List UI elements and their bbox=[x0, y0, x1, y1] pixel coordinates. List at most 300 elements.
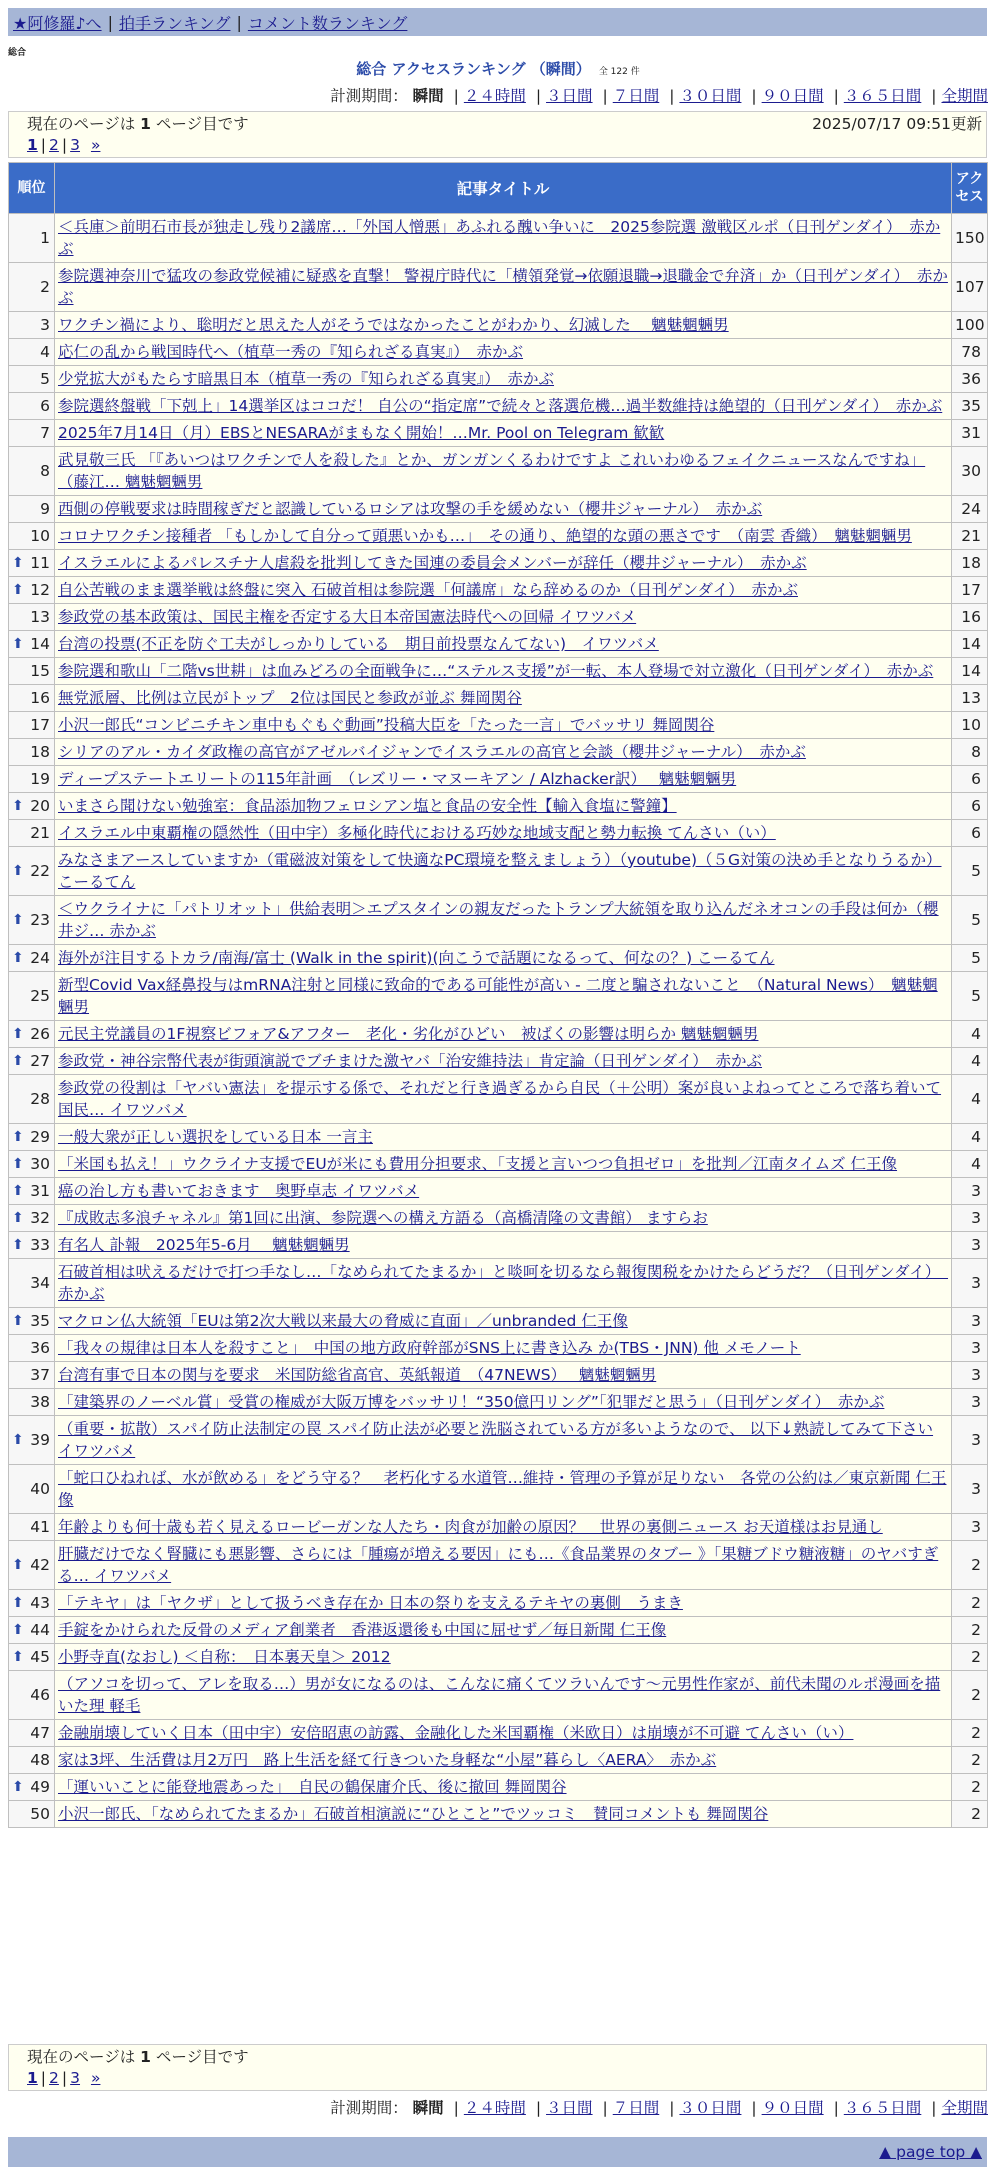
title-cell bbox=[55, 339, 952, 366]
article-link[interactable]: （重要・拡散）スパイ防止法制定の罠 スパイ防止法が必要と洗脳されている方が多いようなので、 以下↓熟読してみて下さい イワツバメ bbox=[58, 1420, 934, 1460]
title-cell bbox=[55, 1335, 952, 1362]
article-link[interactable]: 石破首相は吠えるだけで打つ手なし…「なめられてたまるか」と啖呵を切るなら報復関税をかけたらどうだ？（日刊ゲンダイ） 赤かぶ bbox=[58, 1263, 949, 1303]
rank-cell bbox=[9, 1617, 55, 1644]
rank-cell bbox=[9, 847, 55, 896]
footer-bar bbox=[8, 2137, 987, 2167]
access-count: 17 bbox=[952, 577, 988, 604]
rank-cell bbox=[9, 1205, 55, 1232]
rank-cell bbox=[9, 366, 55, 393]
title-cell bbox=[55, 820, 952, 847]
rank-up-arrow-icon: ⬆ bbox=[12, 1313, 24, 1329]
rank-number: 27 bbox=[30, 1052, 50, 1070]
access-count: 10 bbox=[952, 712, 988, 739]
article-link[interactable]: 少党拡大がもたらす暗黒日本（植草一秀の『知られざる真実』） 赤かぶ bbox=[58, 370, 555, 388]
title-cell bbox=[55, 550, 952, 577]
article-link[interactable]: イスラエル中東覇権の隠然性（田中宇）多極化時代における巧妙な地域支配と勢力転換 てんさい（い） bbox=[58, 824, 776, 842]
table-row bbox=[9, 1801, 988, 1828]
table-row bbox=[9, 712, 988, 739]
rank-up-arrow-icon: ⬆ bbox=[12, 1557, 24, 1573]
title-cell bbox=[55, 1590, 952, 1617]
title-cell bbox=[55, 1308, 952, 1335]
rank-number: 6 bbox=[40, 397, 50, 415]
rank-number: 45 bbox=[30, 1648, 50, 1666]
rank-up-arrow-icon: ⬆ bbox=[12, 1622, 24, 1638]
rank-cell bbox=[9, 1514, 55, 1541]
rank-cell bbox=[9, 1644, 55, 1671]
rank-up-arrow-icon: ⬆ bbox=[12, 1779, 24, 1795]
page-2-link[interactable]: 2 bbox=[49, 2069, 59, 2087]
rank-cell bbox=[9, 339, 55, 366]
rank-number: 25 bbox=[30, 987, 50, 1005]
title-cell bbox=[55, 1259, 952, 1308]
table-row bbox=[9, 393, 988, 420]
article-link[interactable]: 小野寺直(なおし) ＜自称： 日本裏天皇＞ 2012 bbox=[58, 1648, 391, 1666]
rank-cell bbox=[9, 658, 55, 685]
article-link[interactable]: ワクチン禍により、聡明だと思えた人がそうではなかったことがわかり、幻滅した 魑魅魍魎男 bbox=[58, 316, 729, 334]
access-count: 3 bbox=[952, 1308, 988, 1335]
rank-number: 19 bbox=[30, 770, 50, 788]
rank-up-arrow-icon: ⬆ bbox=[12, 863, 24, 879]
title-cell bbox=[55, 766, 952, 793]
title-cell bbox=[55, 896, 952, 945]
access-count: 4 bbox=[952, 1048, 988, 1075]
article-link[interactable]: 「テキヤ」は「ヤクザ」として扱うべき存在か 日本の祭りを支えるテキヤの裏側 うまき bbox=[58, 1594, 683, 1612]
table-row bbox=[9, 604, 988, 631]
rank-number: 10 bbox=[30, 527, 50, 545]
table-row bbox=[9, 793, 988, 820]
table-row bbox=[9, 847, 988, 896]
rank-cell bbox=[9, 1178, 55, 1205]
updated-timestamp: 2025/07/17 09:51更新 bbox=[812, 115, 982, 133]
title-cell bbox=[55, 1151, 952, 1178]
access-count: 3 bbox=[952, 1335, 988, 1362]
rank-up-arrow-icon: ⬆ bbox=[12, 950, 24, 966]
rank-cell bbox=[9, 739, 55, 766]
title-cell bbox=[55, 496, 952, 523]
access-count: 100 bbox=[952, 312, 988, 339]
period-current: 瞬間 bbox=[412, 87, 444, 105]
article-link[interactable]: 金融崩壊していく日本（田中宇）安倍昭恵の訪露、金融化した米国覇権（米欧日）は崩壊が不可避 てんさい（い） bbox=[58, 1724, 854, 1742]
access-count: 6 bbox=[952, 766, 988, 793]
access-count: 35 bbox=[952, 393, 988, 420]
article-link[interactable]: 参政党の役割は「ヤバい憲法」を提示する係で、それだと行き過ぎるから自民（＋公明）案が良いよねってところで落ち着いて国民… イワツバメ bbox=[58, 1079, 942, 1119]
article-link[interactable]: 海外が注目するトカラ/南海/富士 (Walk in the spirit)(向こうで話題になるって、何なの？) こーるてん bbox=[58, 949, 775, 967]
period-30d[interactable]: ３０日間 bbox=[679, 87, 742, 105]
article-link[interactable]: 参院選和歌山「二階vs世耕」は血みどろの全面戦争に…“ステルス支援”が一転、本人登場で対立激化（日刊ゲンダイ） 赤かぶ bbox=[58, 662, 934, 680]
title-cell bbox=[55, 1644, 952, 1671]
rank-cell bbox=[9, 896, 55, 945]
article-link[interactable]: イスラエルによるパレスチナ人虐殺を批判してきた国連の委員会メンバーが辞任（櫻井ジャーナル） 赤かぶ bbox=[58, 554, 807, 572]
period-24h[interactable]: ２４時間 bbox=[463, 2099, 526, 2117]
article-link[interactable]: 肝臓だけでなく腎臓にも悪影響、さらには「腫瘍が増える要因」にも…《食品業界のタブー 》「果糖ブドウ糖液糖」のヤバすぎる… イワツバメ bbox=[58, 1545, 939, 1585]
pager-top: 現在のページは 1 ページ目です 2025/07/17 09:51更新 1 | 2 | 3 » bbox=[8, 111, 987, 158]
table-row bbox=[9, 496, 988, 523]
access-count: 3 bbox=[952, 1259, 988, 1308]
rank-number: 20 bbox=[30, 797, 50, 815]
article-link[interactable]: みなさまアースしていますか（電磁波対策をして快適なPC環境を整えましょう）（youtube)（５G対策の決め手となりうるか）こーるてん bbox=[58, 851, 942, 891]
period-all[interactable]: 全期間 bbox=[941, 87, 988, 105]
table-row bbox=[9, 1021, 988, 1048]
rank-cell bbox=[9, 820, 55, 847]
rank-number: 17 bbox=[30, 716, 50, 734]
rank-up-arrow-icon: ⬆ bbox=[12, 912, 24, 928]
rank-cell bbox=[9, 793, 55, 820]
title-cell bbox=[55, 631, 952, 658]
article-link[interactable]: いまさら聞けない勉強室：食品添加物フェロシアン塩と食品の安全性【輸入食塩に警鐘】 bbox=[58, 797, 677, 815]
rank-cell bbox=[9, 712, 55, 739]
rank-number: 42 bbox=[30, 1556, 50, 1574]
table-row bbox=[9, 1075, 988, 1124]
rank-number: 13 bbox=[30, 608, 50, 626]
access-count: 107 bbox=[952, 263, 988, 312]
page-top-link[interactable]: ▲ page top ▲ bbox=[879, 2143, 982, 2161]
table-row bbox=[9, 1151, 988, 1178]
article-link[interactable]: 有名人 訃報 2025年5-6月 魑魅魍魎男 bbox=[58, 1236, 350, 1254]
next-page-link[interactable]: » bbox=[90, 2069, 101, 2087]
period-365d[interactable]: ３６５日間 bbox=[843, 2099, 922, 2117]
title-cell bbox=[55, 1514, 952, 1541]
article-link[interactable]: 武見敬三氏 「『あいつはワクチンで人を殺した』とか、ガンガンくるわけですよ これいわゆるフェイクニュースなんですね」（藤江… 魑魅魍魎男 bbox=[58, 451, 926, 491]
access-count: 4 bbox=[952, 1151, 988, 1178]
table-row bbox=[9, 420, 988, 447]
title-cell bbox=[55, 1232, 952, 1259]
access-count: 30 bbox=[952, 447, 988, 496]
access-count: 150 bbox=[952, 214, 988, 263]
rank-number: 44 bbox=[30, 1621, 50, 1639]
rank-cell bbox=[9, 1416, 55, 1465]
page-status: 現在のページは 1 ページ目です bbox=[27, 2048, 249, 2066]
title-cell bbox=[55, 366, 952, 393]
rank-number: 31 bbox=[30, 1182, 50, 1200]
access-count: 4 bbox=[952, 1075, 988, 1124]
access-count: 14 bbox=[952, 631, 988, 658]
article-link[interactable]: 無党派層、比例は立民がトップ 2位は国民と参政が並ぶ 舞岡関谷 bbox=[58, 689, 522, 707]
rank-cell bbox=[9, 214, 55, 263]
article-link[interactable]: 参政党の基本政策は、国民主権を否定する大日本帝国憲法時代への回帰 イワツバメ bbox=[58, 608, 637, 626]
table-row bbox=[9, 1232, 988, 1259]
rank-number: 28 bbox=[30, 1090, 50, 1108]
rank-up-arrow-icon: ⬆ bbox=[12, 555, 24, 571]
article-link[interactable]: ディープステートエリートの115年計画 （レズリー・マヌーキアン / Alzhacker訳） 魑魅魍魎男 bbox=[58, 770, 737, 788]
access-count: 31 bbox=[952, 420, 988, 447]
rank-number: 11 bbox=[30, 554, 50, 572]
rank-up-arrow-icon: ⬆ bbox=[12, 1432, 24, 1448]
rank-cell bbox=[9, 1232, 55, 1259]
title-cell bbox=[55, 1362, 952, 1389]
article-link[interactable]: 「運いいことに能登地震あった」 自民の鶴保庸介氏、後に撤回 舞岡関谷 bbox=[58, 1778, 567, 1796]
article-link[interactable]: 台湾有事で日本の関与を要求 米国防総省高官、英紙報道 （47NEWS） 魑魅魍魎男 bbox=[58, 1366, 657, 1384]
access-count: 2 bbox=[952, 1747, 988, 1774]
title-cell bbox=[55, 1178, 952, 1205]
rank-cell bbox=[9, 420, 55, 447]
rank-number: 48 bbox=[30, 1751, 50, 1769]
rank-cell bbox=[9, 631, 55, 658]
access-count: 6 bbox=[952, 820, 988, 847]
title-cell bbox=[55, 420, 952, 447]
rank-cell bbox=[9, 523, 55, 550]
rank-number: 1 bbox=[40, 229, 50, 247]
title-cell bbox=[55, 685, 952, 712]
rank-cell bbox=[9, 1774, 55, 1801]
period-365d[interactable]: ３６５日間 bbox=[843, 87, 922, 105]
rank-number: 3 bbox=[40, 316, 50, 334]
page-1-link[interactable]: 1 bbox=[27, 2069, 38, 2087]
title-cell bbox=[55, 1465, 952, 1514]
rank-cell bbox=[9, 1465, 55, 1514]
rank-cell bbox=[9, 577, 55, 604]
page-1-link[interactable]: 1 bbox=[27, 136, 38, 154]
article-link[interactable]: （アソコを切って、アレを取る…）男が女になるのは、こんなに痛くてツラいんです〜元男性作家が、前代未聞のルポ漫画を描いた理 軽毛 bbox=[58, 1675, 941, 1715]
article-link[interactable]: 家は3坪、生活費は月2万円 路上生活を経て行きついた身軽な“小屋”暮らし〈AERA〉 赤かぶ bbox=[58, 1751, 717, 1769]
table-row bbox=[9, 1048, 988, 1075]
table-row bbox=[9, 820, 988, 847]
title-cell bbox=[55, 1021, 952, 1048]
period-bar-top: 計測期間： 瞬間 | ２４時間 | ３日間 | ７日間 | ３０日間 | ９０日間 | ３６５日間 | 全期間 bbox=[330, 87, 988, 105]
period-current: 瞬間 bbox=[412, 2099, 444, 2117]
rank-up-arrow-icon: ⬆ bbox=[12, 1595, 24, 1611]
rank-number: 5 bbox=[40, 370, 50, 388]
article-link[interactable]: 2025年7月14日（月）EBSとNESARAがまもなく開始！…Mr. Pool on Telegram 歓歓 bbox=[58, 424, 665, 442]
article-link[interactable]: シリアのアル・カイダ政権の高官がアゼルバイジャンでイスラエルの高官と会談（櫻井ジャーナル） 赤かぶ bbox=[58, 743, 806, 761]
rank-cell bbox=[9, 1021, 55, 1048]
title-cell bbox=[55, 1416, 952, 1465]
rank-up-arrow-icon: ⬆ bbox=[12, 1210, 24, 1226]
access-count: 5 bbox=[952, 972, 988, 1021]
rank-number: 46 bbox=[30, 1686, 50, 1704]
period-7d[interactable]: ７日間 bbox=[612, 87, 660, 105]
article-link[interactable]: 「建築界のノーベル賞」受賞の権威が大阪万博をバッサリ！“350億円リング”「犯罪だと思う」（日刊ゲンダイ） 赤かぶ bbox=[58, 1393, 885, 1411]
access-count: 2 bbox=[952, 1671, 988, 1720]
article-link[interactable]: 西側の停戦要求は時間稼ぎだと認識しているロシアは攻撃の手を緩めない（櫻井ジャーナル） 赤かぶ bbox=[58, 500, 763, 518]
rank-cell bbox=[9, 685, 55, 712]
rank-number: 50 bbox=[30, 1805, 50, 1823]
table-row bbox=[9, 945, 988, 972]
access-count: 2 bbox=[952, 1617, 988, 1644]
rank-number: 37 bbox=[30, 1366, 50, 1384]
access-count: 5 bbox=[952, 896, 988, 945]
table-row bbox=[9, 896, 988, 945]
next-page-link[interactable]: » bbox=[90, 136, 101, 154]
article-link[interactable]: 参政党・神谷宗幣代表が街頭演説でブチまけた激ヤバ「治安維持法」肯定論（日刊ゲンダイ） 赤かぶ bbox=[58, 1052, 763, 1070]
rank-number: 24 bbox=[30, 949, 50, 967]
article-link[interactable]: 「米国も払え！」ウクライナ支援でEUが米にも費用分担要求、「支援と言いつつ負担ゼロ」を批判／江南タイムズ 仁王像 bbox=[58, 1155, 898, 1173]
article-link[interactable]: コロナワクチン接種者 「もしかして自分って頭悪いかも…」 その通り、絶望的な頭の悪さです （南雲 香織） 魑魅魍魎男 bbox=[58, 527, 912, 545]
article-link[interactable]: 一般大衆が正しい選択をしている日本 一言主 bbox=[58, 1128, 373, 1146]
article-link[interactable]: 応仁の乱から戦国時代へ（植草一秀の『知られざる真実』） 赤かぶ bbox=[58, 343, 524, 361]
access-count: 3 bbox=[952, 1232, 988, 1259]
rank-number: 2 bbox=[40, 278, 50, 296]
comment-ranking-link[interactable]: コメント数ランキング bbox=[247, 13, 408, 33]
rank-cell bbox=[9, 1075, 55, 1124]
rank-number: 49 bbox=[30, 1778, 50, 1796]
table-row bbox=[9, 1416, 988, 1465]
header-access: アクセス bbox=[952, 163, 988, 214]
title-cell bbox=[55, 1124, 952, 1151]
title-cell bbox=[55, 447, 952, 496]
article-link[interactable]: 台湾の投票(不正を防ぐ工夫がしっかりしている 期日前投票なんてない) イワツバメ bbox=[58, 635, 659, 653]
rank-cell bbox=[9, 1335, 55, 1362]
rank-number: 41 bbox=[30, 1518, 50, 1536]
page-2-link[interactable]: 2 bbox=[49, 136, 59, 154]
rank-number: 12 bbox=[30, 581, 50, 599]
access-count: 3 bbox=[952, 1205, 988, 1232]
access-count: 4 bbox=[952, 1021, 988, 1048]
article-link[interactable]: 年齢よりも何十歳も若く見えるロービーガンな人たち・肉食が加齢の原因？ 世界の裏側ニュース お天道様はお見通し bbox=[58, 1518, 883, 1536]
rank-cell bbox=[9, 1590, 55, 1617]
period-30d[interactable]: ３０日間 bbox=[679, 2099, 742, 2117]
title-cell bbox=[55, 972, 952, 1021]
rank-number: 8 bbox=[40, 462, 50, 480]
header-title: 記事タイトル bbox=[55, 163, 952, 214]
rank-cell bbox=[9, 1747, 55, 1774]
table-row bbox=[9, 1389, 988, 1416]
table-row bbox=[9, 214, 988, 263]
article-link[interactable]: 小沢一郎氏“コンビニチキン車中もぐもぐ動画”投稿大臣を「たった一言」でバッサリ 舞岡関谷 bbox=[58, 716, 715, 734]
article-link[interactable]: ＜兵庫＞前明石市長が独走し残り2議席…「外国人憎悪」あふれる醜い争いに 2025参院選 激戦区ルポ（日刊ゲンダイ） 赤かぶ bbox=[58, 218, 941, 258]
rank-up-arrow-icon: ⬆ bbox=[12, 1053, 24, 1069]
rank-cell bbox=[9, 1671, 55, 1720]
rank-number: 47 bbox=[30, 1724, 50, 1742]
item-count: 全 122 件 bbox=[598, 67, 640, 77]
rank-number: 15 bbox=[30, 662, 50, 680]
title-cell bbox=[55, 1617, 952, 1644]
period-90d[interactable]: ９０日間 bbox=[761, 87, 824, 105]
rank-up-arrow-icon: ⬆ bbox=[12, 798, 24, 814]
access-count: 21 bbox=[952, 523, 988, 550]
rank-cell bbox=[9, 945, 55, 972]
table-row bbox=[9, 1465, 988, 1514]
rank-number: 38 bbox=[30, 1393, 50, 1411]
header-rank: 順位 bbox=[9, 163, 55, 214]
article-link[interactable]: 手錠をかけられた反骨のメディア創業者 香港返還後も中国に屈せず／毎日新聞 仁王像 bbox=[58, 1621, 667, 1639]
rank-number: 7 bbox=[40, 424, 50, 442]
article-link[interactable]: 参院選神奈川で猛攻の参政党候補に疑惑を直撃！ 警視庁時代に「横領発覚→依願退職→退職金で弁済」か（日刊ゲンダイ） 赤かぶ bbox=[58, 267, 948, 307]
rank-number: 23 bbox=[30, 911, 50, 929]
period-24h[interactable]: ２４時間 bbox=[463, 87, 526, 105]
rank-cell bbox=[9, 447, 55, 496]
rank-up-arrow-icon: ⬆ bbox=[12, 636, 24, 652]
title-cell bbox=[55, 658, 952, 685]
rank-cell bbox=[9, 312, 55, 339]
article-link[interactable]: マクロン仏大統領「EUは第2次大戦以来最大の脅威に直面」／unbranded 仁王像 bbox=[58, 1312, 628, 1330]
access-count: 6 bbox=[952, 793, 988, 820]
rank-number: 39 bbox=[30, 1431, 50, 1449]
title-cell bbox=[55, 1048, 952, 1075]
clap-ranking-link[interactable]: 拍手ランキング bbox=[118, 13, 231, 33]
title-cell bbox=[55, 739, 952, 766]
article-link[interactable]: 癌の治し方も書いておきます 奥野卓志 イワツバメ bbox=[58, 1182, 420, 1200]
table-row bbox=[9, 447, 988, 496]
rank-cell bbox=[9, 393, 55, 420]
table-row bbox=[9, 1671, 988, 1720]
table-row bbox=[9, 1205, 988, 1232]
period-label: 計測期間： bbox=[330, 87, 408, 105]
title-cell bbox=[55, 393, 952, 420]
page-3-link[interactable]: 3 bbox=[70, 2069, 81, 2087]
article-link[interactable]: 小沢一郎氏、「なめられてたまるか」石破首相演説に“ひとこと”でツッコミ 賛同コメントも 舞岡関谷 bbox=[58, 1805, 769, 1823]
table-row bbox=[9, 366, 988, 393]
table-row bbox=[9, 1178, 988, 1205]
article-link[interactable]: ＜ウクライナに「パトリオット」供給表明＞エプスタインの親友だったトランプ大統領を取り込んだネオコンの手段は何か（櫻井ジ… 赤かぶ bbox=[58, 900, 939, 940]
rank-number: 26 bbox=[30, 1025, 50, 1043]
rank-cell bbox=[9, 1151, 55, 1178]
access-count: 2 bbox=[952, 1774, 988, 1801]
rank-cell bbox=[9, 766, 55, 793]
rank-number: 21 bbox=[30, 824, 50, 842]
table-row bbox=[9, 1362, 988, 1389]
period-all[interactable]: 全期間 bbox=[941, 2099, 988, 2117]
table-row bbox=[9, 339, 988, 366]
rank-number: 33 bbox=[30, 1236, 50, 1254]
page-status: 現在のページは 1 ページ目です bbox=[27, 115, 249, 133]
table-row bbox=[9, 577, 988, 604]
table-row bbox=[9, 1720, 988, 1747]
period-7d[interactable]: ７日間 bbox=[612, 2099, 660, 2117]
period-3d[interactable]: ３日間 bbox=[546, 87, 593, 105]
page-heading bbox=[0, 58, 996, 79]
title-cell bbox=[55, 1671, 952, 1720]
title-cell bbox=[55, 1774, 952, 1801]
rank-up-arrow-icon: ⬆ bbox=[12, 1129, 24, 1145]
period-bar-bottom: 計測期間： 瞬間 | ２４時間 | ３日間 | ７日間 | ３０日間 | ９０日間 | ３６５日間 | 全期間 bbox=[330, 2099, 988, 2117]
table-row bbox=[9, 766, 988, 793]
rank-number: 22 bbox=[30, 862, 50, 880]
access-count: 2 bbox=[952, 1801, 988, 1828]
access-count: 2 bbox=[952, 1590, 988, 1617]
page-3-link[interactable]: 3 bbox=[70, 136, 81, 154]
title-cell bbox=[55, 712, 952, 739]
table-row bbox=[9, 1747, 988, 1774]
article-link[interactable]: 元民主党議員の1F視察ビフォア&アフター 老化・劣化がひどい 被ばくの影響は明らか 魑魅魍魎男 bbox=[58, 1025, 759, 1043]
rank-number: 43 bbox=[30, 1594, 50, 1612]
table-row bbox=[9, 263, 988, 312]
article-link[interactable]: 参院選終盤戦「下剋上」14選挙区はココだ！ 自公の“指定席”で続々と落選危機…過半数維持は絶望的（日刊ゲンダイ） 赤かぶ bbox=[58, 397, 943, 415]
rank-cell bbox=[9, 1048, 55, 1075]
article-link[interactable]: 「我々の規律は日本人を殺すこと」 中国の地方政府幹部がSNS上に書き込み か(TBS・JNN) 他 メモノート bbox=[58, 1339, 801, 1357]
rank-number: 36 bbox=[30, 1339, 50, 1357]
access-count: 2 bbox=[952, 1644, 988, 1671]
article-link[interactable]: 自公苦戦のまま選挙戦は終盤に突入 石破首相は参院選「何議席」なら辞めるのか（日刊ゲンダイ） 赤かぶ bbox=[58, 581, 798, 599]
table-row bbox=[9, 972, 988, 1021]
section-label: 総合 bbox=[8, 48, 27, 58]
access-count: 2 bbox=[952, 1720, 988, 1747]
ranking-table bbox=[8, 162, 988, 1828]
table-row bbox=[9, 523, 988, 550]
access-count: 3 bbox=[952, 1178, 988, 1205]
article-link[interactable]: 『成敗志多浪チャネル』第1回に出演、参院選への構え方語る（高橋清隆の文書館） ますらお bbox=[58, 1209, 708, 1227]
title-cell bbox=[55, 1801, 952, 1828]
article-link[interactable]: 「蛇口ひねれば、水が飲める」をどう守る？ 老朽化する水道管…維持・管理の予算が足りない 各党の公約は／東京新聞 仁王像 bbox=[58, 1469, 947, 1509]
table-row bbox=[9, 1259, 988, 1308]
home-link[interactable]: ★阿修羅♪へ bbox=[13, 13, 102, 33]
rank-number: 4 bbox=[40, 343, 50, 361]
access-count: 3 bbox=[952, 1416, 988, 1465]
rank-number: 32 bbox=[30, 1209, 50, 1227]
title-cell bbox=[55, 1389, 952, 1416]
rank-number: 18 bbox=[30, 743, 50, 761]
table-row bbox=[9, 739, 988, 766]
article-link[interactable]: 新型Covid Vax経鼻投与はmRNA注射と同様に致命的である可能性が高い - 二度と騙されないこと （Natural News） 魑魅魍魎男 bbox=[58, 976, 938, 1016]
period-90d[interactable]: ９０日間 bbox=[761, 2099, 824, 2117]
access-count: 36 bbox=[952, 366, 988, 393]
nav-separator: | bbox=[107, 12, 113, 32]
table-row bbox=[9, 1774, 988, 1801]
table-row bbox=[9, 1590, 988, 1617]
access-count: 3 bbox=[952, 1465, 988, 1514]
access-count: 24 bbox=[952, 496, 988, 523]
access-count: 5 bbox=[952, 945, 988, 972]
period-3d[interactable]: ３日間 bbox=[546, 2099, 593, 2117]
